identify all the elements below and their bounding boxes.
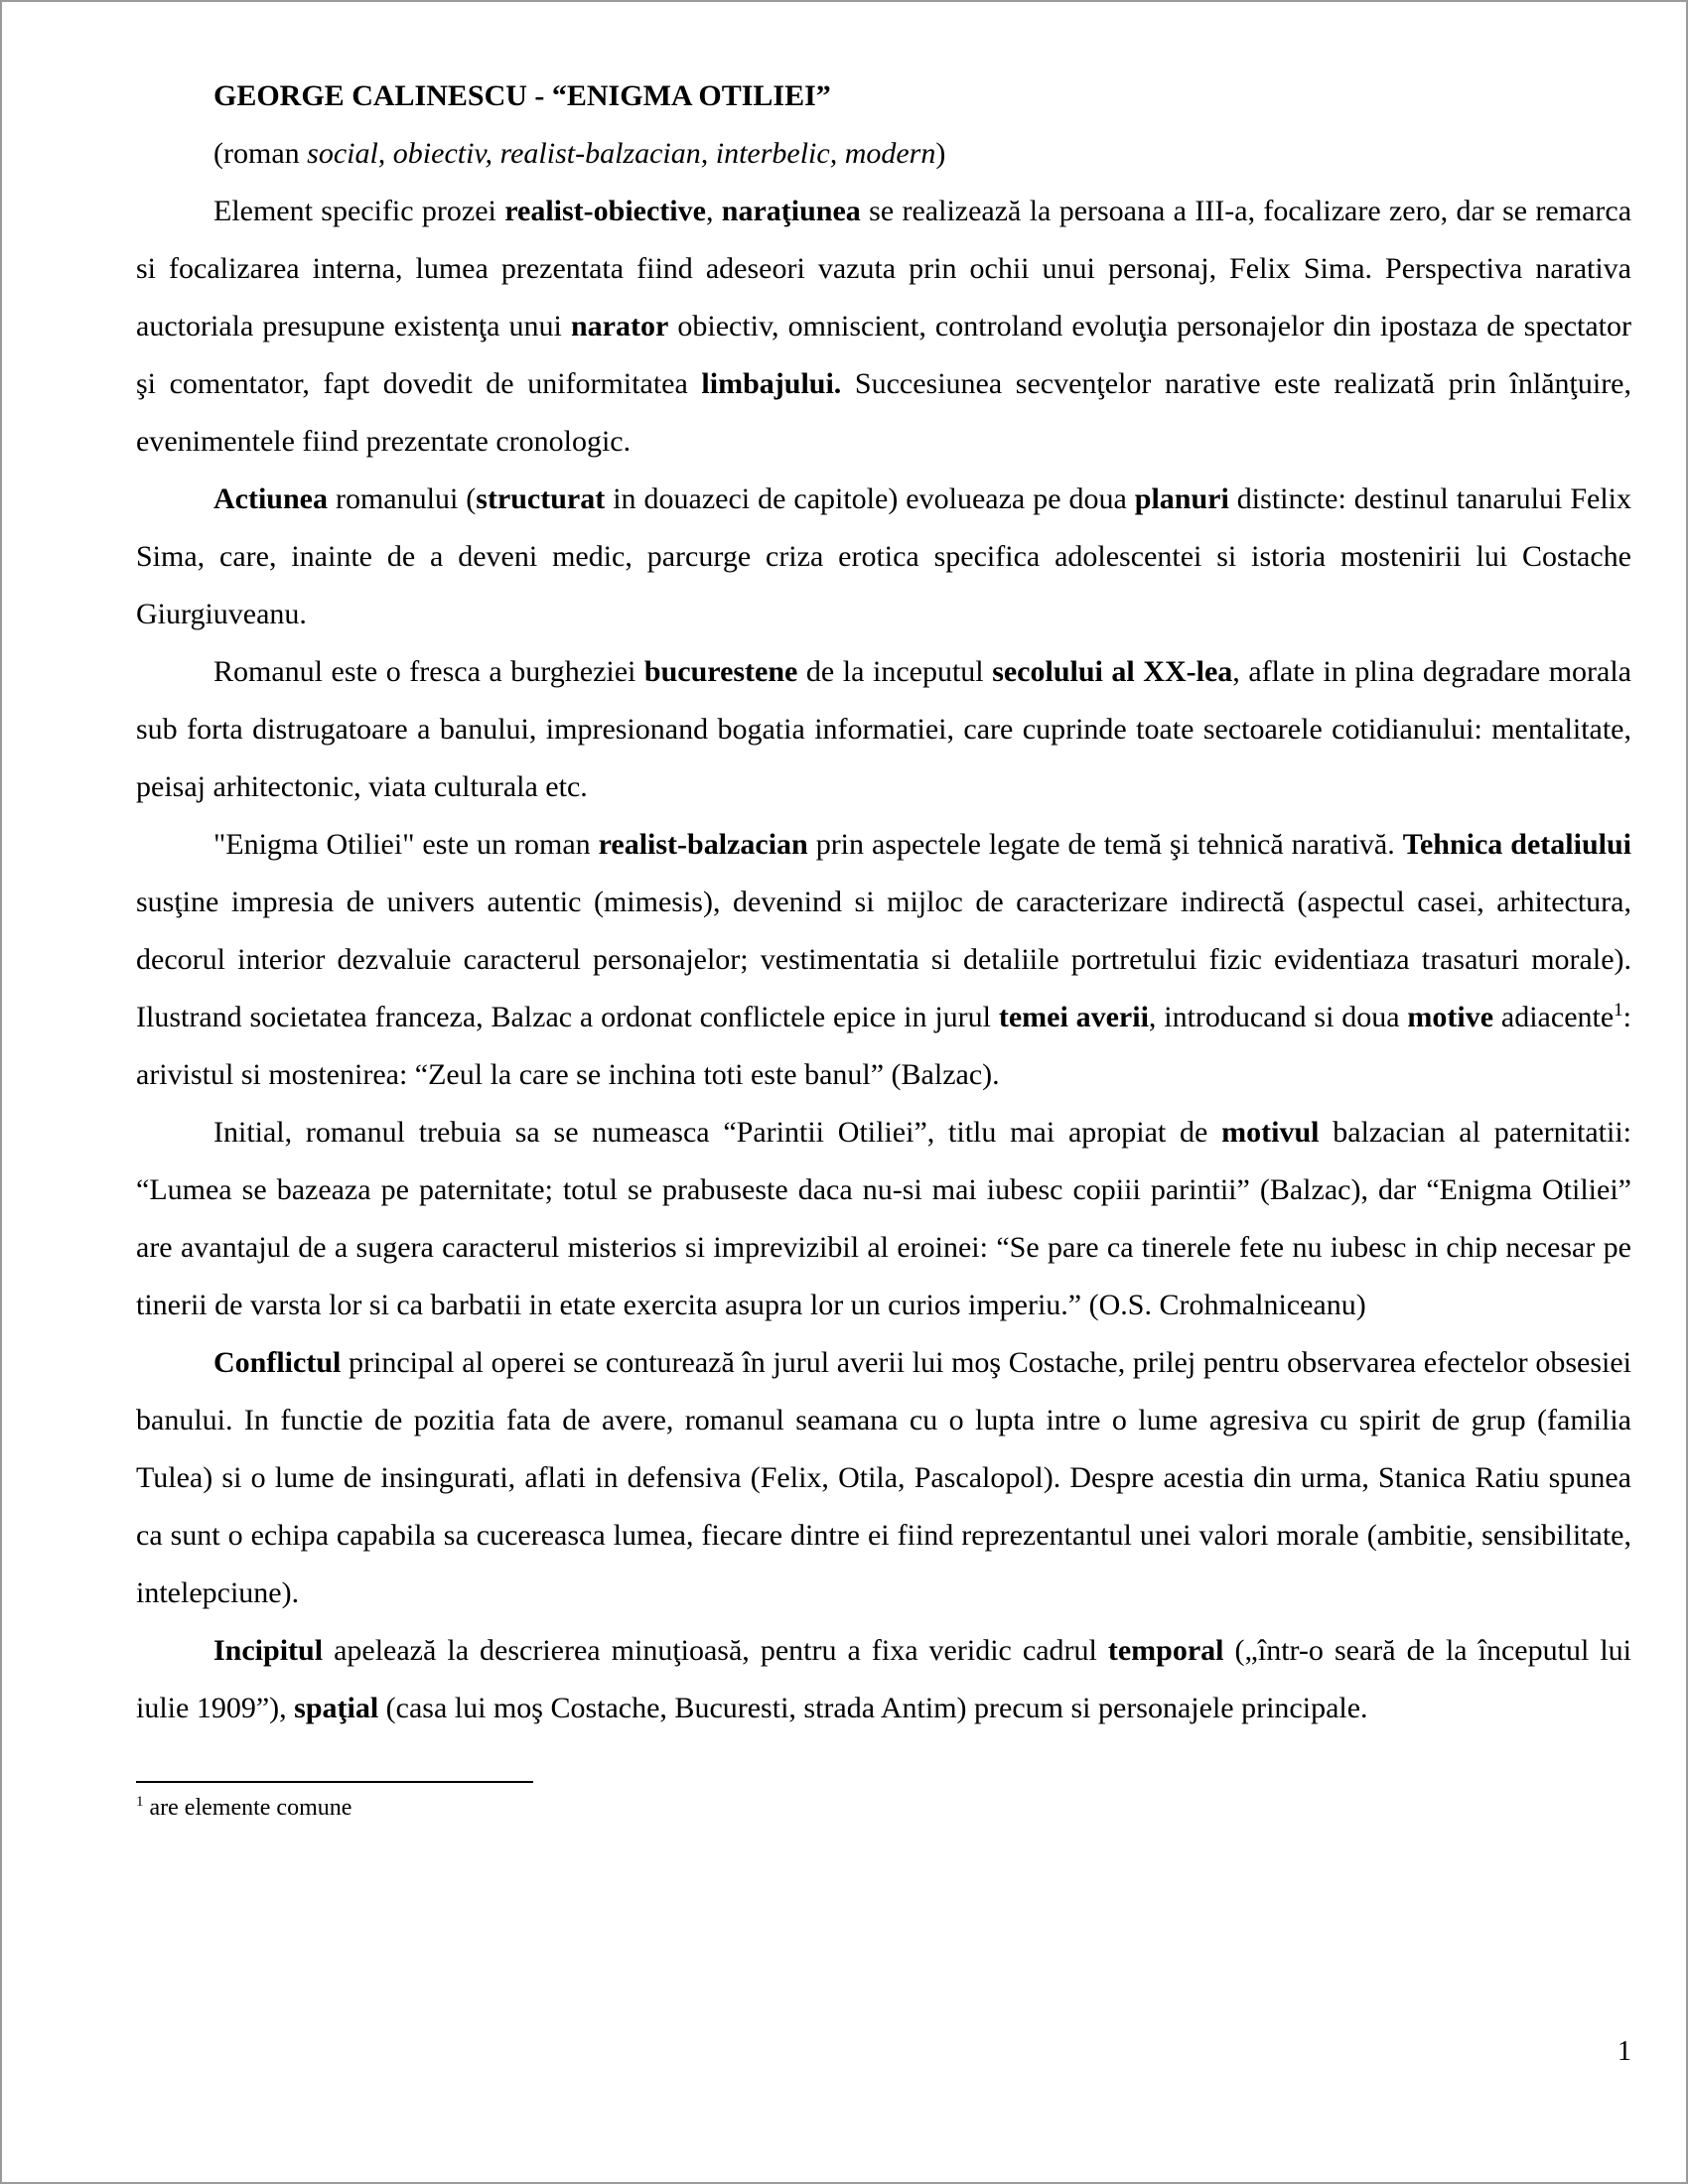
paragraph-title-history: Initial, romanul trebuia sa se numeasca “Parintii Otiliei”, titlu mai apropiat de motivul balzacian al paternitatii: “Lumea se bazeaza pe paternitate; totul se prabuseste daca nu-si mai iubesc copiii parintii” (Balzac), dar “Enigma Otiliei” are avantajul de a sugera caracterul misterios si imprevizibil al eroinei: “Se pare ca tinerele fete nu iubesc in chip necesar pe tinerii de varsta lor si ca barbatii in etate exercita asupra lor un curios imperiu.” (O.S. Crohmalniceanu) xyxy=(136,1116,1631,1321)
paragraph-fresca: Romanul este o fresca a burgheziei bucurestene de la inceputul secolului al XX-lea, aflate in plina degradare morala sub forta distrugatoare a banului, impresionand bogatia informatiei, care cuprinde toate sectoarele cotidianului: mentalitate, peisaj arhitectonic, viata culturala etc. xyxy=(136,655,1631,803)
footnote-text: $^1$ are elemente comune xyxy=(136,1794,352,1821)
footnote-separator xyxy=(136,1781,533,1783)
document-title: GEORGE CALINESCU - “ENIGMA OTILIEI” xyxy=(213,79,831,112)
document-subtitle: (roman social, obiectiv, realist-balzacian, interbelic, modern) xyxy=(213,137,946,170)
paragraph-conflict: Conflictul principal al operei se conturează în jurul averii lui moş Costache, prilej pentru observarea efectelor obsesiei banului. In functie de pozitia fata de avere, romanul seamana cu o lupta intre o lume agresiva cu spirit de grup (familia Tulea) si o lume de insingurati, aflati in defensiva (Felix, Otila, Pascalopol). Despre acestia din urma, Stanica Ratiu spunea ca sunt o echipa capabila sa cucereasca lumea, fiecare dintre ei fiind reprezentantul unei valori morale (ambitie, sensibilitate, intelepciune). xyxy=(136,1346,1631,1609)
document-page xyxy=(2,2,1686,1825)
paragraph-action: Actiunea romanului (structurat in douazeci de capitole) evolueaza pe doua planuri distincte: destinul tanarului Felix Sima, care, inainte de a deveni medic, parcurge criza erotica specifica adolescentei si istoria mostenirii lui Costache Giurgiuveanu. xyxy=(136,482,1632,630)
paragraph-incipit: Incipitul apelează la descrierea minuţioasă, pentru a fixa veridic cadrul temporal („într-o seară de la începutul lui iulie 1909”), spaţial (casa lui moş Costache, Bucuresti, strada Antim) precum si personajele principale. xyxy=(136,1634,1631,1724)
page-number: 1 xyxy=(1618,2036,1631,2067)
paragraph-narration: Element specific prozei realist-obiective, naraţiunea se realizează la persoana a III-a, focalizare zero, dar se remarca si focalizarea interna, lumea prezentata fiind adeseori vazuta prin ochii unui personaj, Felix Sima. Perspectiva narativa auctoriala presupune existenţa unui narator obiectiv, omniscient, controland evoluţia personajelor din ipostaza de spectator şi comentator, fapt dovedit de uniformitatea limbajului. Succesiunea secvenţelor narative este realizată prin înlănţuire, evenimentele fiind prezentate cronologic. xyxy=(136,195,1632,458)
paragraph-technique: "Enigma Otiliei" este un roman realist-balzacian prin aspectele legate de temă şi tehnică narativă. Tehnica detaliului susţine impresia de univers autentic (mimesis), devenind si mijloc de caracterizare indirectă (aspectul casei, arhitectura, decorul interior dezvaluie caracterul personajelor; vestimentatia si detaliile portretului fizic evidentiaza trasaturi morale). Ilustrand societatea franceza, Balzac a ordonat conflictele epice in jurul temei averii, introducand si doua motive adiacente$^1$: arivistul si mostenirea: “Zeul la care se inchina toti este banul” (Balzac). xyxy=(136,828,1631,1091)
